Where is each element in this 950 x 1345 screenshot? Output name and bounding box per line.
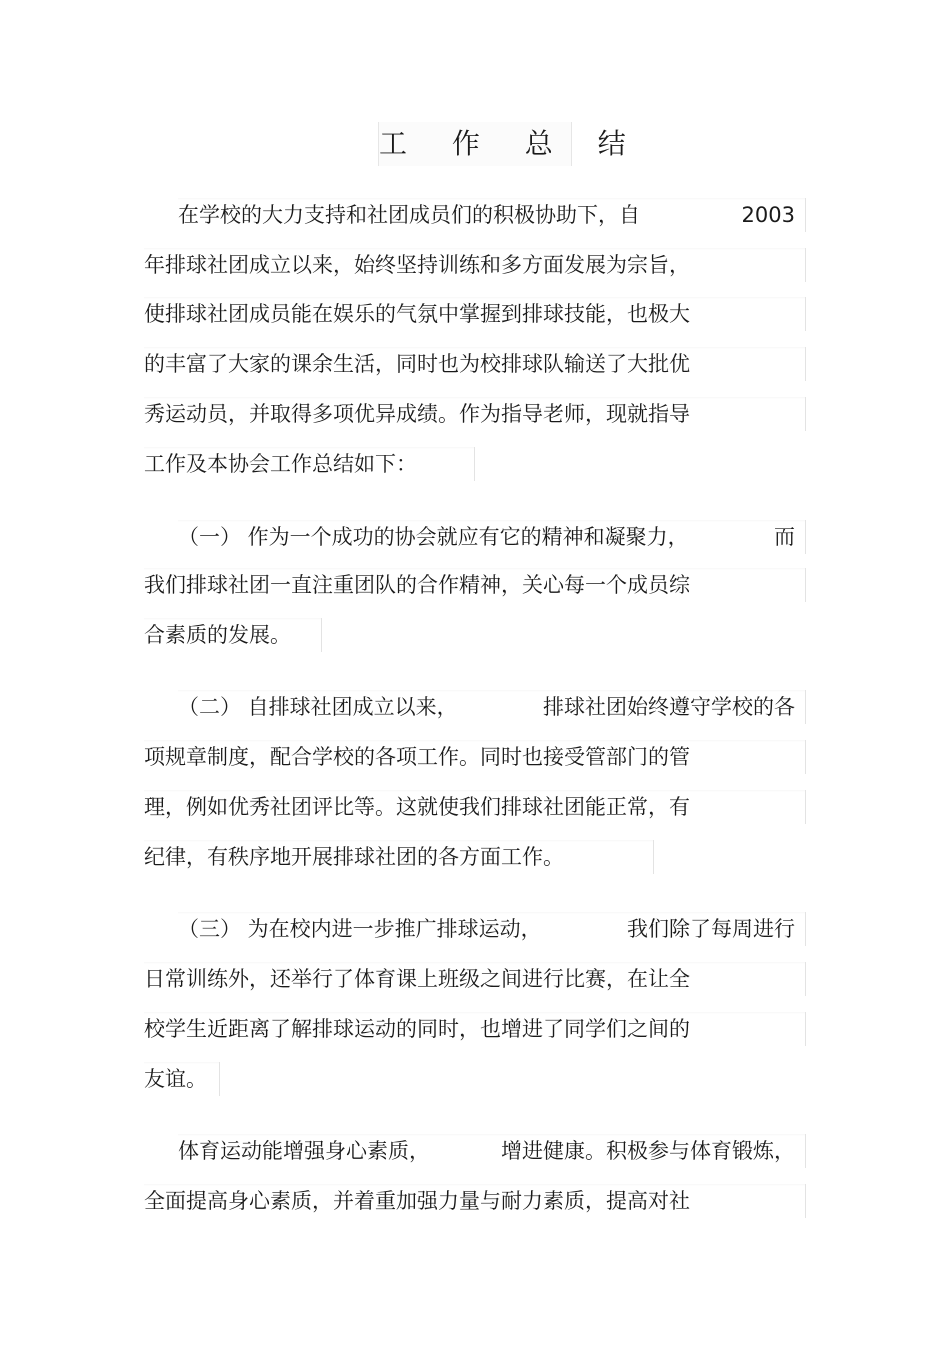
paragraph-3-line-3: 理，例如优秀社团评比等。这就使我们排球社团能正常，有 xyxy=(144,790,806,824)
paragraph-1-line-2: 年排球社团成立以来，始终坚持训练和多方面发展为宗旨， xyxy=(144,248,806,282)
paragraph-1-line-6: 工作及本协会工作总结如下： xyxy=(144,447,475,481)
line-text: （三） 为在校内进一步推广排球运动， xyxy=(178,917,542,941)
paragraph-4-line-4: 友谊。 xyxy=(144,1062,220,1096)
line-text: 体育运动能增强身心素质， xyxy=(178,1139,430,1163)
paragraph-4-line-3: 校学生近距离了解排球运动的同时，也增进了同学们之间的 xyxy=(144,1012,806,1046)
paragraph-1-line-5: 秀运动员，并取得多项优异成绩。作为指导老师，现就指导 xyxy=(144,397,806,431)
line-tail-text: 我们除了每周进行 xyxy=(627,917,795,941)
paragraph-3-line-2: 项规章制度，配合学校的各项工作。同时也接受管部门的管 xyxy=(144,740,806,774)
line-tail-text: 排球社团始终遵守学校的各 xyxy=(543,695,795,719)
line-tail-text: 而 xyxy=(774,525,795,549)
paragraph-3-line-1 xyxy=(178,690,806,724)
paragraph-1-line-1 xyxy=(178,198,806,232)
page-title: 工 作 总 结 xyxy=(378,122,572,166)
line-text: （二） 自排球社团成立以来， xyxy=(178,695,458,719)
year-text: 2003 xyxy=(741,203,795,227)
line-text: 在学校的大力支持和社团成员们的积极协助下，自 xyxy=(178,203,640,227)
paragraph-2-line-1 xyxy=(178,520,806,554)
paragraph-5-line-2: 全面提高身心素质，并着重加强力量与耐力素质，提高对社 xyxy=(144,1184,806,1218)
line-text: （一） 作为一个成功的协会就应有它的精神和凝聚力， xyxy=(178,525,689,549)
line-tail-text: 增进健康。积极参与体育锻炼， xyxy=(501,1139,795,1163)
paragraph-5-line-1 xyxy=(178,1134,806,1168)
paragraph-1-line-4: 的丰富了大家的课余生活，同时也为校排球队输送了大批优 xyxy=(144,347,806,381)
paragraph-1-line-3: 使排球社团成员能在娱乐的气氛中掌握到排球技能，也极大 xyxy=(144,297,806,331)
paragraph-2-line-2: 我们排球社团一直注重团队的合作精神，关心每一个成员综 xyxy=(144,568,806,602)
paragraph-4-line-2: 日常训练外，还举行了体育课上班级之间进行比赛，在让全 xyxy=(144,962,806,996)
paragraph-2-line-3: 合素质的发展。 xyxy=(144,618,322,652)
paragraph-3-line-4: 纪律，有秩序地开展排球社团的各方面工作。 xyxy=(144,840,654,874)
paragraph-4-line-1 xyxy=(178,912,806,946)
